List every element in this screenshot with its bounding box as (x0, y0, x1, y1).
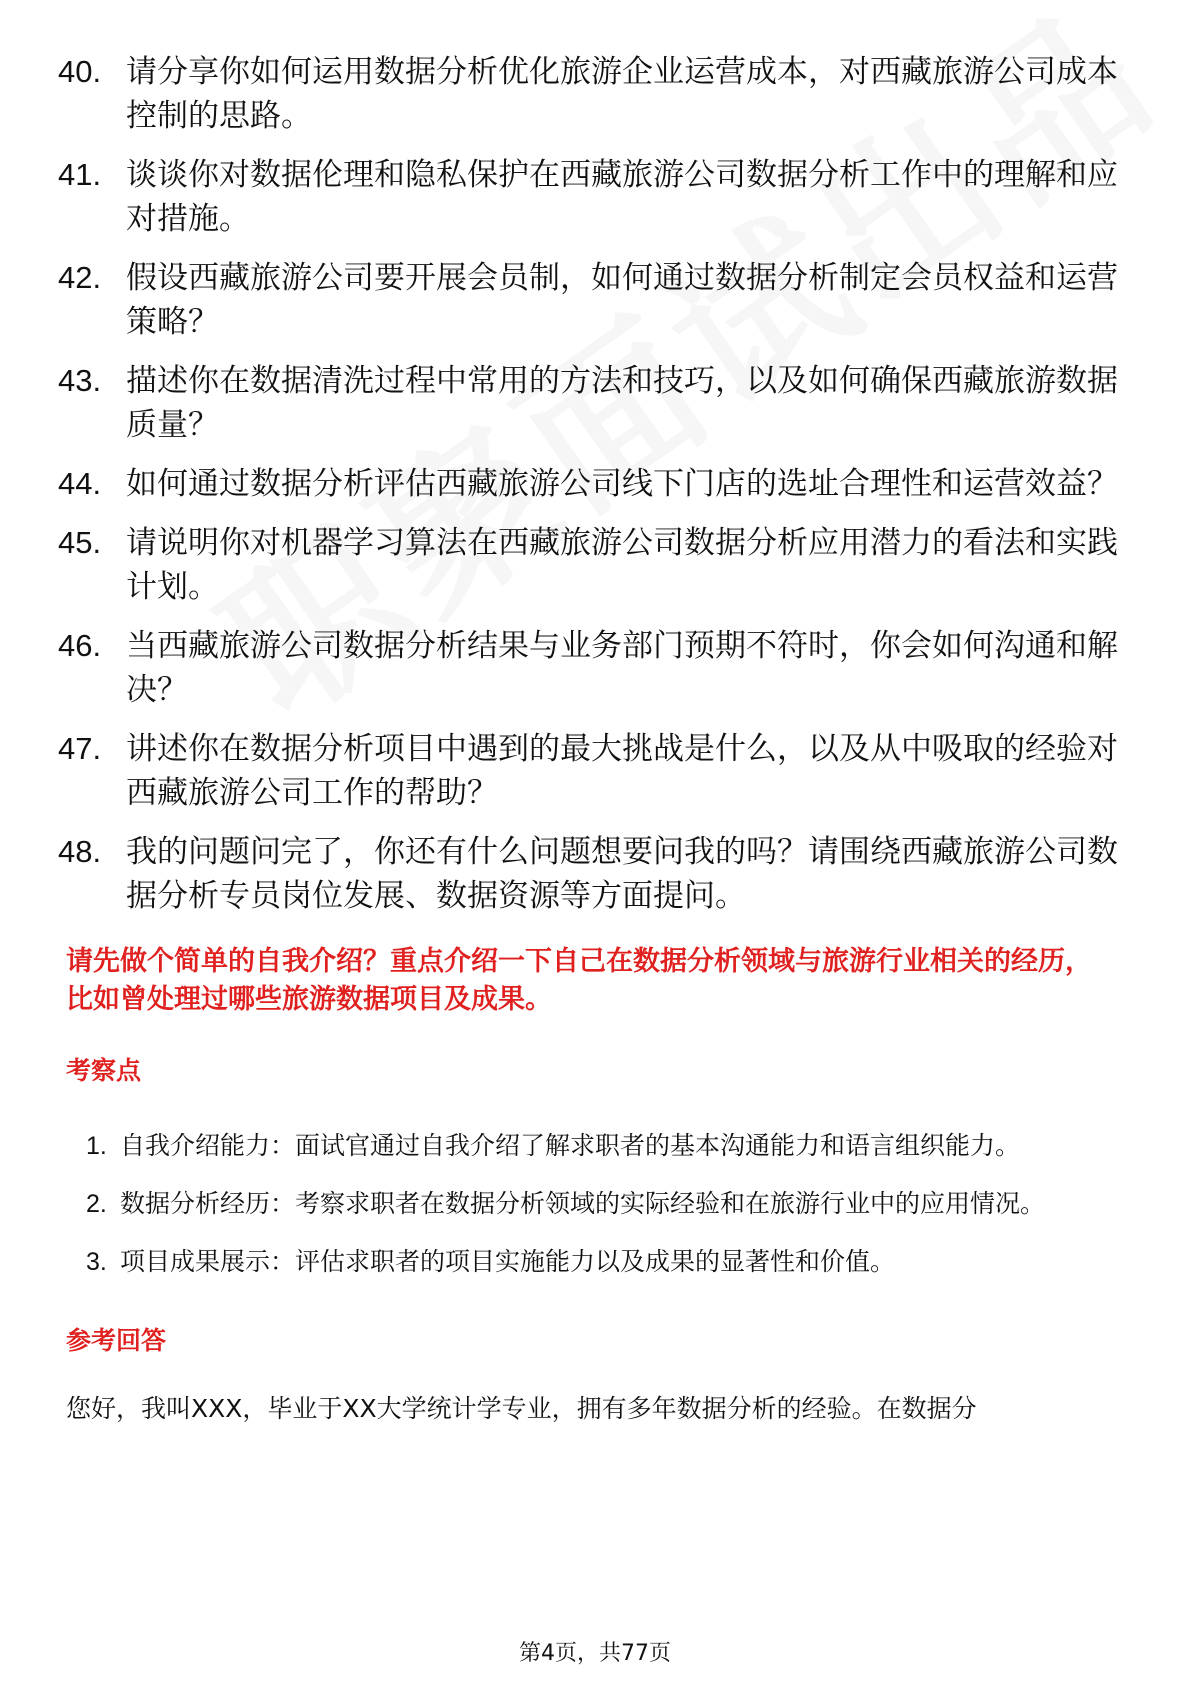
list-item (86, 1233, 1118, 1291)
list-item (58, 624, 1118, 712)
question-text: 谈谈你对数据伦理和隐私保护在西藏旅游公司数据分析工作中的理解和应对措施。 (126, 157, 1118, 237)
question-text: 我的问题问完了，你还有什么问题想要问我的吗？请围绕西藏旅游公司数据分析专员岗位发展、数据资源等方面提问。 (126, 834, 1118, 914)
list-item (58, 50, 1118, 138)
list-item (58, 521, 1118, 609)
question-text: 如何通过数据分析评估西藏旅游公司线下门店的选址合理性和运营效益？ (126, 466, 1118, 502)
document-body (58, 50, 1118, 1427)
question-number: 47. (58, 731, 102, 766)
question-text: 假设西藏旅游公司要开展会员制，如何通过数据分析制定会员权益和运营策略？ (126, 260, 1118, 340)
list-item (58, 359, 1118, 447)
point-number: 2. (86, 1190, 107, 1218)
question-text: 请分享你如何运用数据分析优化旅游企业运营成本，对西藏旅游公司成本控制的思路。 (126, 54, 1118, 134)
focus-points-list (58, 1117, 1118, 1291)
question-number: 41. (58, 157, 102, 192)
question-number: 42. (58, 260, 102, 295)
question-list (58, 50, 1118, 918)
point-number: 3. (86, 1248, 107, 1276)
point-text: 数据分析经历：考察求职者在数据分析领域的实际经验和在旅游行业中的应用情况。 (120, 1189, 1046, 1218)
list-item (58, 256, 1118, 344)
section-title-answer: 参考回答 (66, 1326, 167, 1355)
list-item (86, 1175, 1118, 1233)
question-text: 当西藏旅游公司数据分析结果与业务部门预期不符时，你会如何沟通和解决？ (126, 628, 1118, 708)
intro-question: 请先做个简单的自我介绍？重点介绍一下自己在数据分析领域与旅游行业相关的经历，比如曾处理过哪些旅游数据项目及成果。 (66, 946, 1092, 1015)
question-number: 46. (58, 628, 102, 663)
point-text: 项目成果展示：评估求职者的项目实施能力以及成果的显著性和价值。 (120, 1247, 896, 1276)
question-text: 描述你在数据清洗过程中常用的方法和技巧，以及如何确保西藏旅游数据质量？ (126, 363, 1118, 443)
question-number: 40. (58, 54, 102, 89)
list-item (58, 462, 1118, 506)
list-item (58, 830, 1118, 918)
list-item (58, 153, 1118, 241)
section-title-focus: 考察点 (66, 1056, 142, 1085)
point-text: 自我介绍能力：面试官通过自我介绍了解求职者的基本沟通能力和语言组织能力。 (120, 1131, 1021, 1160)
question-number: 48. (58, 834, 102, 869)
question-text: 请说明你对机器学习算法在西藏旅游公司数据分析应用潜力的看法和实践计划。 (126, 525, 1118, 605)
list-item (58, 727, 1118, 815)
question-text: 讲述你在数据分析项目中遇到的最大挑战是什么，以及从中吸取的经验对西藏旅游公司工作的帮助？ (126, 731, 1118, 811)
answer-paragraph: 您好，我叫XXX，毕业于XX大学统计学专业，拥有多年数据分析的经验。在数据分 (66, 1394, 977, 1423)
page-footer: 第4页，共77页 (519, 1641, 671, 1666)
point-number: 1. (86, 1132, 107, 1160)
question-number: 43. (58, 363, 102, 398)
question-number: 45. (58, 525, 102, 560)
question-number: 44. (58, 466, 102, 501)
list-item (86, 1117, 1118, 1175)
